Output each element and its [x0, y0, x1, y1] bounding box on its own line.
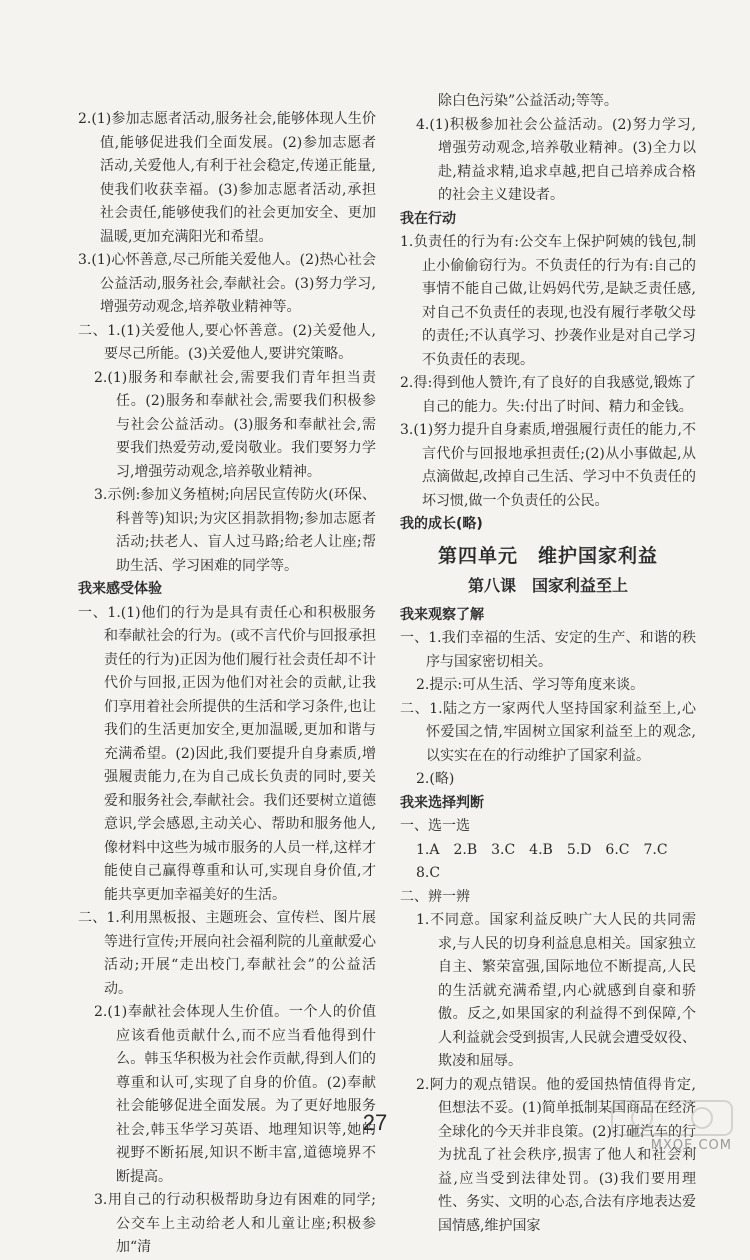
unit-title: 第四单元 维护国家利益: [437, 544, 658, 567]
section-heading-growth: 我的成长(略): [400, 516, 483, 532]
judge-heading: 二、辨一辨: [400, 888, 470, 905]
observe-list: [400, 627, 696, 792]
action-list: [400, 231, 696, 513]
action-item: 3.(1)努力提升自身素质,增强履行责任的能力,不言代价与回报地承担责任;(2)从小事做起,从点滴做起,改掉自己生活、学习中不负责任的坏习惯,做一个负责任的公民。: [400, 422, 696, 509]
continuation-text: 除白色污染”公益活动;等等。: [438, 93, 618, 109]
answer-paragraph: 3.示例:参加义务植树;向居民宣传防火(环保、科普等)知识;为灾区捐款捐物;参加志愿者活动;扶老人、盲人过马路;给老人让座;帮助生活、学习困难的同学等。: [94, 487, 376, 574]
section-heading-observe: 我来观察了解: [400, 606, 484, 623]
answer-paragraph: 2.(1)服务和奉献社会,需要我们青年担当责任。(2)服务和奉献社会,需要我们积极参与社会公益活动。(3)服务和奉献社会,需要我们热爱劳动,爱岗敬业。我们要努力学习,增强劳动观念,培养敬业精神。: [94, 369, 376, 480]
section-heading: 我来感受体验: [78, 581, 162, 597]
answer-paragraph: 2.(1)参加志愿者活动,服务社会,能够体现人生价值,能够促进我们全面发展。(2)参加志愿者活动,关爱他人,有利于社会稳定,传递正能量,使我们收获幸福。(3)参加志愿者活动,承担社会责任,能够使我们的社会更加安全、更加温暖,更加充满阳光和希望。: [78, 111, 376, 245]
answer-paragraph: 3.用自己的行动积极帮助身边有困难的同学;公交车上主动给老人和儿童让座;积极参加“清: [94, 1192, 376, 1255]
right-column: [400, 90, 696, 1238]
observe-item: 2.提示:可从生活、学习等角度来谈。: [416, 677, 645, 693]
observe-item: 一、1.我们幸福的生活、安定的生产、和谐的秩序与国家密切相关。: [400, 630, 696, 670]
left-column: [78, 108, 376, 1260]
answer-paragraph: 2.(1)奉献社会体现人生价值。一个人的价值应该看他贡献什么,而不应当看他得到什么。韩玉华积极为社会作贡献,得到人们的尊重和认可,实现了自身的价值。(2)奉献社会能够促进全面发展。为了更好地服务社会,韩玉华学习英语、地理知识等,她的视野不断拓展,知识不断丰富,道德境界不断提高。: [94, 1004, 376, 1185]
answer-paragraph: 二、1.(1)关爱他人,要心怀善意。(2)关爱他人,要尽己所能。(3)关爱他人,要讲究策略。: [78, 322, 376, 362]
select-answers-2: 8.C: [416, 865, 441, 881]
page-number: 27: [362, 1110, 388, 1135]
watermark-text: MXQE.COM: [650, 1138, 732, 1153]
answer-item-4: 4.(1)积极参加社会公益活动。(2)努力学习,增强劳动观念,培养敬业精神。(3)全力以赴,精益求精,追求卓越,把自己培养成合格的社会主义建设者。: [416, 116, 696, 203]
observe-item: 2.(略): [416, 771, 455, 787]
observe-item: 二、1.陆之方一家两代人坚持国家利益至上,心怀爱国之情,牢固树立国家利益至上的观念,以实实在在的行动维护了国家利益。: [400, 700, 696, 764]
action-item: 1.负责任的行为有:公交车上保护阿姨的钱包,制止小偷偷窃行为。不负责任的行为有:自己的事情不能自己做,让妈妈代劳,是缺乏责任感,对自己不负责任的表现,也没有履行孝敬父母的责任;不认真学习、抄袭作业是对自己学习不负责任的表现。: [400, 234, 696, 368]
judge-item: 2.阿力的观点错误。他的爱国热情值得肯定,但想法不妥。(1)简单抵制某国商品在经济全球化的今天并非良策。(2)打砸汽车的行为扰乱了社会秩序,损害了他人和社会利益,应当受到法律处罚。(3)我们要用理性、务实、文明的心态,合法有序地表达爱国情感,维护国家: [416, 1076, 696, 1234]
answer-paragraph: 二、1.利用黑板报、主题班会、宣传栏、图片展等进行宣传;开展向社会福利院的儿童献爱心活动;开展“走出校门,奉献社会”的公益活动。: [78, 910, 376, 997]
select-heading: 一、选一选: [400, 818, 470, 834]
judge-list: [400, 909, 696, 1238]
action-item: 2.得:得到他人赞许,有了良好的自我感觉,锻炼了自己的能力。失:付出了时间、精力和金钱。: [400, 375, 696, 415]
lesson-title: 第八课 国家利益至上: [467, 576, 628, 595]
judge-item: 1.不同意。国家利益反映广大人民的共同需求,与人民的切身利益息息相关。国家独立自主、繁荣富强,国际地位不断提高,人民的生活就充满希望,内心就感到自豪和骄傲。反之,如果国家的利益得不到保障,个人利益就会受到损害,人民就会遭受奴役、欺凌和屈辱。: [416, 912, 696, 1069]
select-answers: 1.A 2.B 3.C 4.B 5.D 6.C 7.C: [416, 841, 668, 858]
answer-paragraph: 3.(1)心怀善意,尽己所能关爱他人。(2)热心社会公益活动,服务社会,奉献社会。(3)努力学习,增强劳动观念,培养敬业精神等。: [78, 252, 376, 315]
section-heading-action: 我在行动: [400, 210, 456, 227]
answer-paragraph: 一、1.(1)他们的行为是具有责任心和积极服务和奉献社会的行为。(或不言代价与回报承担责任的行为)正因为他们履行社会责任却不计代价与回报,正因为他们对社会的贡献,让我们享用着社会所提供的生活和学习条件,也让我们的生活更加安全,更加温暖,更加和谐与充满希望。(2)因此,我们要提升自身素质,增强履责能力,在为自己成长负责的同时,要关爱和服务社会,奉献社会。我们还要树立道德意识,学会感恩,主动关心、帮助和服务他人,像材料中这些为城市服务的人员一样,这样才能使自己赢得尊重和认可,实现自身价值,才能共享更加幸福美好的生活。: [78, 604, 376, 903]
section-heading-choose: 我来选择判断: [400, 794, 484, 811]
